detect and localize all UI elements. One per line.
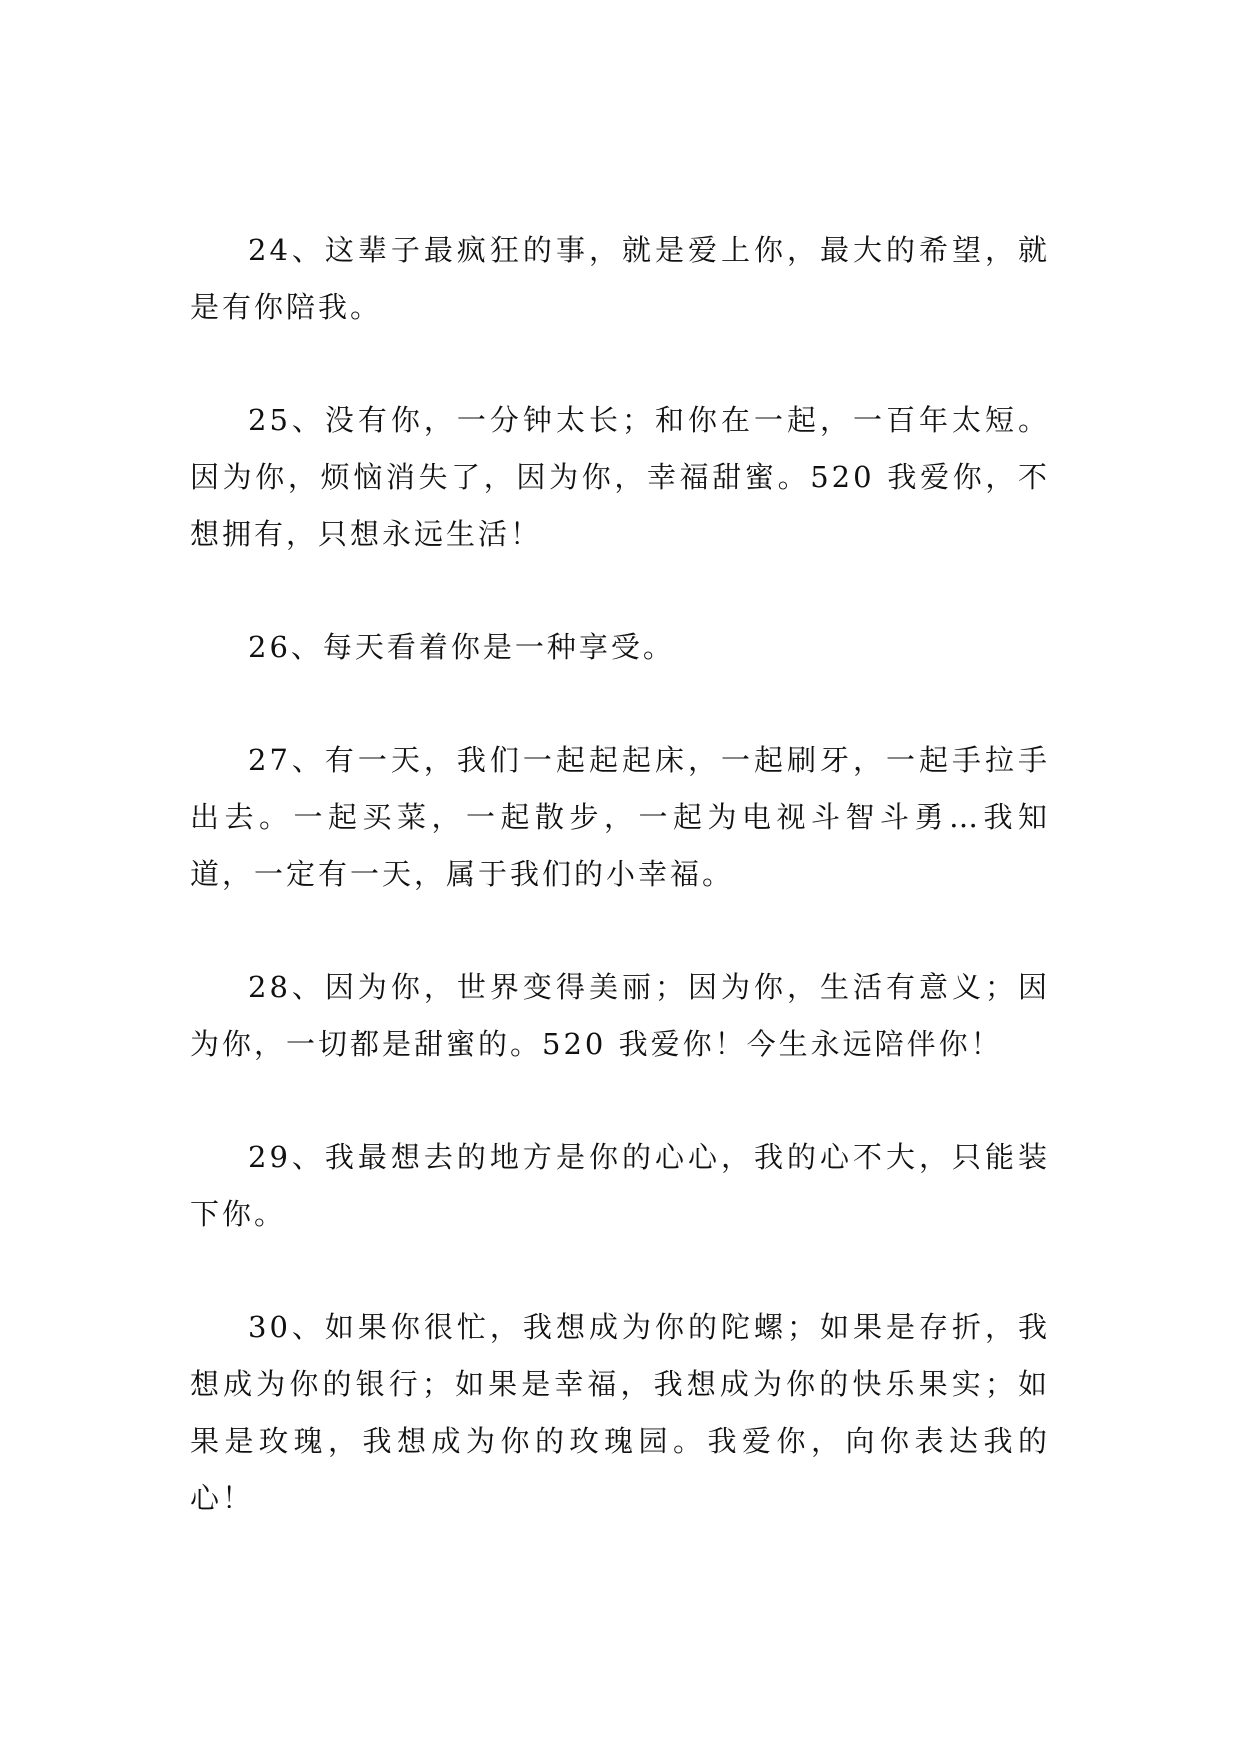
paragraph-26: 26、每天看着你是一种享受。 xyxy=(248,630,675,664)
document-body xyxy=(190,222,1050,1583)
paragraph-27: 27、有一天，我们一起起起床，一起刷牙，一起手拉手出去。一起买菜，一起散步，一起为电视斗智斗勇…我知道，一定有一天，属于我们的小幸福。 xyxy=(190,743,1050,891)
paragraph-24: 24、这辈子最疯狂的事，就是爱上你，最大的希望，就是有你陪我。 xyxy=(190,233,1050,324)
paragraph-30: 30、如果你很忙，我想成为你的陀螺；如果是存折，我想成为你的银行；如果是幸福，我想成为你的快乐果实；如果是玫瑰，我想成为你的玫瑰园。我爱你，向你表达我的心！ xyxy=(190,1310,1050,1515)
paragraph-28: 28、因为你，世界变得美丽；因为你，生活有意义；因为你，一切都是甜蜜的。520 我爱你！今生永远陪伴你！ xyxy=(190,970,1050,1061)
paragraph-25: 25、没有你，一分钟太长；和你在一起，一百年太短。因为你，烦恼消失了，因为你，幸福甜蜜。520 我爱你，不想拥有，只想永远生活！ xyxy=(190,403,1050,551)
paragraph-29: 29、我最想去的地方是你的心心，我的心不大，只能装下你。 xyxy=(190,1140,1050,1231)
